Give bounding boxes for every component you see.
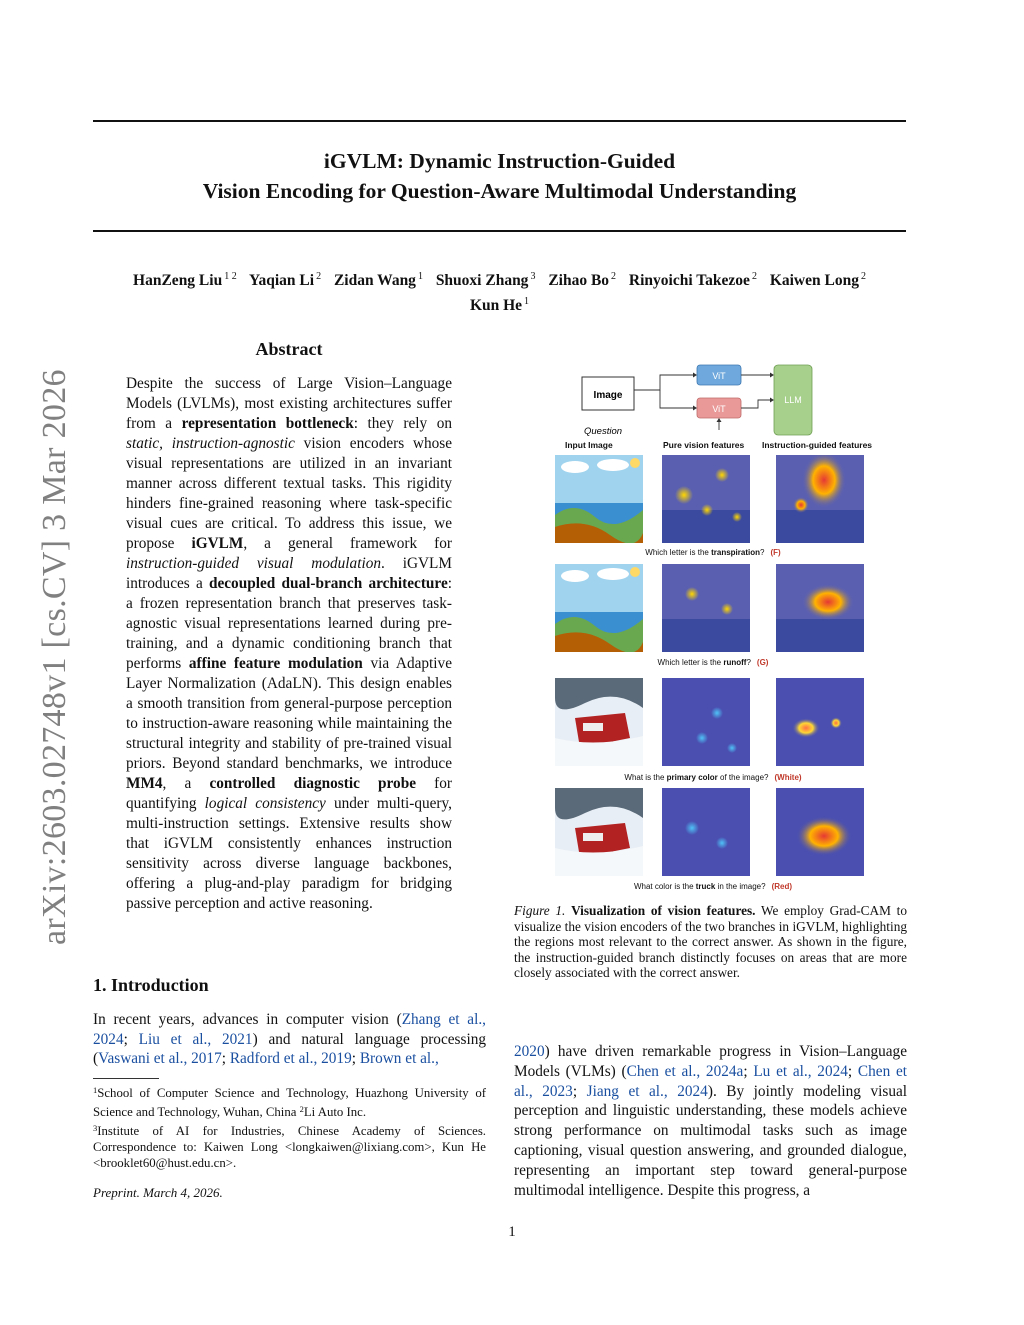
author-name: Zidan Wang [333,272,416,289]
abstract-text: : a frozen representation branch that preserves task-agnostic visual representations learned during pre-training, and a dynamic conditioning branch that performs [126,575,452,672]
question-text: ? [746,658,751,667]
input-image-water-cycle-2 [555,564,643,652]
answer-label: (F) [770,548,781,557]
intro-text: ). By jointly modeling visual perception and linguistic understanding, these models achieve strong performance on multimodal tasks such as image captioning, visual question answering, and grounded dialogue, representing an important step toward general-purpose multimodal intelligence. Despite this progress, a [514,1082,908,1199]
citation-separator: ; [123,1030,139,1048]
question-text: of the image? [717,773,769,782]
answer-label: (White) [774,773,802,782]
answer-label: (Red) [771,882,793,891]
pure-vision-map-row1 [662,455,750,543]
citation-link[interactable]: Lu et al., 2024 [753,1062,848,1080]
author-affiliation: 2 [751,271,757,282]
author-name: HanZeng Liu [133,272,223,289]
question-text: What is the [624,773,667,782]
image-box-label: Image [593,390,623,401]
abstract-italic: logical consistency [204,795,326,812]
input-image-snow-train-2 [555,788,643,876]
citation-link[interactable]: Chen et al., 2024a [626,1062,744,1080]
footnote-mark: 3 [93,1123,98,1133]
abstract-body [126,374,452,914]
footnote-mark: 2 [299,1104,304,1114]
author-affiliation: 2 [860,271,866,282]
question-keyword: truck [695,882,716,891]
abstract-text: under multi-query, multi-instruction settings. Extensive results show that iGVLM consistently enhances instruction sensitivity across diverse language backbones, offering a plug-and-play paradigm for bridging passive perception and active reasoning. [126,795,452,912]
preprint-note: Preprint. March 4, 2026. [93,1185,223,1200]
guided-map-row2 [776,564,864,652]
vit-top-label: ViT [712,371,726,381]
abstract-text: . iGVLM introduces a [126,555,452,592]
author-affiliation: 1 [524,296,530,307]
caption-text: We employ Grad-CAM to visualize the vision encoders of the two branches in iGVLM, highlighting the regions most relevant to the correct answer. As shown in the figure, the instruction-guided branch distinctly focuses on areas that are more closely associated with the correct answer. [514,903,907,980]
footnote-text: Li Auto Inc. [303,1105,367,1119]
col-header-guided: Instruction-guided features [762,440,873,450]
col-header-input: Input Image [565,440,613,450]
author-list [93,266,906,316]
title-bottom-rule [93,230,906,232]
author-line-1 [93,266,906,291]
pure-vision-map-row4 [662,788,750,876]
pure-vision-map-row2 [662,564,750,652]
intro-right-column [514,1042,907,1200]
llm-label: LLM [784,395,802,405]
author-affiliation: 3 [530,271,536,282]
title-line-2: Vision Encoding for Question-Aware Multimodal Understanding [202,179,797,203]
citation-separator: ; [847,1062,858,1080]
author-name: Kaiwen Long [769,272,859,289]
citation-link[interactable]: Brown et al., [359,1050,439,1067]
citation-link[interactable]: Chen et al., 2023 [514,1062,908,1100]
intro-text: In recent years, advances in computer vision ( [93,1011,402,1028]
paper-title [93,146,906,206]
footnote-text: Institute of AI for Industries, Chinese Academy of Sciences. Correspondence to: Kaiwen Long <longkaiwen@lixiang.com>, Kun He <brooklet60@hust.edu.cn>. [93,1124,486,1170]
footnote-mark: 1 [93,1085,98,1095]
intro-text: ) have driven remarkable progress in Vision–Language Models (VLMs) ( [514,1043,907,1080]
question-text: Which letter is the [657,658,724,667]
author-name: Yaqian Li [249,272,315,289]
abstract-text: via Adaptive Layer Normalization (AdaLN). This design enables a smooth transition from general-purpose perception to instruction-aware reasoning while maintaining the structural integrity and stability of pre-trained visual priors. Beyond standard benchmarks, we introduce [126,655,452,772]
input-image-snow-train [555,678,643,766]
author-name: Kun He [469,297,523,314]
question-text: What color is the [633,882,696,891]
author-line-2 [93,291,906,316]
title-line-1: iGVLM: Dynamic Instruction-Guided [323,149,676,173]
question-row2 [548,658,878,667]
section-heading-introduction: 1. Introduction [93,975,209,995]
affiliations-footnote [93,1082,486,1171]
abstract-bold: iGVLM [191,535,244,552]
citation-link[interactable]: Radford et al., 2019 [229,1050,352,1067]
author-affiliation: 1 [417,271,423,282]
citation-link[interactable]: Liu et al., 2021 [138,1030,253,1048]
intro-left-column [93,1010,486,1069]
question-text: in the image? [715,882,766,891]
citation-link[interactable]: Jiang et al., 2024 [586,1082,708,1100]
guided-map-row3 [776,678,864,766]
guided-map-row1 [776,455,864,543]
guided-map-row4 [776,788,864,876]
figure-1 [548,360,878,900]
question-text: Which letter is the [645,548,712,557]
question-keyword: primary color [666,773,718,782]
abstract-bold: controlled diagnostic probe [209,775,416,792]
answer-label: (G) [756,658,769,667]
abstract-bold: MM4 [126,775,163,792]
question-row4 [548,882,878,891]
abstract-bold: affine feature modulation [188,655,363,672]
citation-separator: ; [351,1050,360,1067]
citation-link[interactable]: 2020 [514,1043,545,1060]
intro-text: ) and natural language processing ( [93,1030,486,1067]
abstract-italic: instruction-guided visual modulation [126,555,381,572]
citation-separator: ; [743,1062,754,1080]
abstract-text: for quantifying [126,775,452,812]
caption-label: Figure 1. [514,903,566,918]
vit-bottom-label: ViT [712,404,726,414]
input-image-water-cycle [555,455,643,543]
abstract-heading: Abstract [255,339,323,359]
abstract-bold: representation bottleneck [181,415,354,432]
author-affiliation: 2 [316,271,322,282]
abstract-text: Despite the success of Large Vision–Language Models (LVLMs), most existing architectures suffer from a [126,375,452,432]
col-header-pure: Pure vision features [663,440,745,450]
citation-separator: ; [221,1050,230,1067]
abstract-italic: static, instruction-agnostic [126,435,295,452]
figure-caption [514,903,907,981]
abstract-text: vision encoders whose visual representations are utilized in an invariant manner across different textual tasks. This rigidity hinders fine-grained reasoning where task-specific visual cues are critical. To address this issue, we propose [126,435,452,552]
author-name: Shuoxi Zhang [435,272,529,289]
arxiv-watermark: arXiv:2603.02748v1 [cs.CV] 3 Mar 2026 [36,369,73,945]
question-row3 [548,773,878,782]
question-row1 [548,548,878,557]
citation-link[interactable]: Zhang et al., 2024 [93,1011,486,1048]
caption-title: Visualization of vision features. [571,903,756,918]
citation-link[interactable]: Vaswani et al., 2017 [98,1050,222,1067]
abstract-bold: decoupled dual-branch architecture [208,575,448,592]
author-name: Rinyoichi Takezoe [628,272,750,289]
footnote-rule [93,1078,159,1079]
footnote-text: School of Computer Science and Technology, Huazhong University of Science and Technology, Wuhan, China [93,1086,486,1119]
pure-vision-map-row3 [662,678,750,766]
question-keyword: runoff [723,658,747,667]
question-keyword: transpiration [711,548,761,557]
citation-separator: ; [572,1082,587,1100]
author-affiliation: 2 [611,271,617,282]
page-number: 1 [508,1224,516,1240]
author-affiliation: 1 2 [224,271,237,282]
abstract-text: , a [162,775,210,792]
top-rule [93,120,906,122]
question-label: Question [584,426,623,437]
architecture-diagram [548,360,878,440]
question-text: ? [760,548,765,557]
abstract-text: : they rely on [353,415,453,432]
abstract-text: , a general framework for [243,535,452,552]
author-name: Zihao Bo [548,272,610,289]
